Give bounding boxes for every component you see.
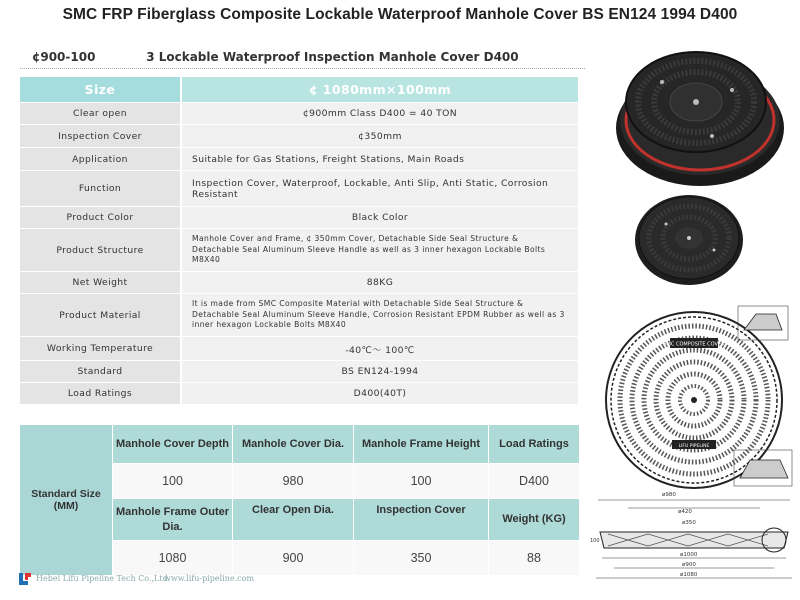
spec-label: Product Color — [20, 207, 181, 229]
dim-980: ø980 — [662, 492, 676, 498]
subtitle — [32, 50, 592, 64]
drawing-badge-bottom-text: LIFU PIPELINE — [678, 444, 710, 449]
std-header: Manhole Frame Height — [354, 425, 489, 464]
spec-value: Suitable for Gas Stations, Freight Stations, Main Roads — [181, 148, 578, 171]
std-size-label: Standard Size (MM) — [20, 425, 113, 576]
spec-value: BS EN124-1994 — [181, 361, 578, 383]
std-header: Load Ratings — [489, 425, 580, 464]
spec-value: D400(40T) — [181, 383, 578, 405]
spec-label: Function — [20, 171, 181, 207]
subtitle-name: 3 Lockable Waterproof Inspection Manhole Cover D400 — [146, 50, 519, 64]
drawing-badge-top-text: SMC COMPOSITE COVER — [663, 341, 725, 348]
spec-table — [20, 77, 578, 405]
spec-header-row — [20, 77, 578, 103]
spec-row — [20, 148, 578, 171]
spec-value: Manhole Cover and Frame, ¢ 350mm Cover, Detachable Side Seal Structure & Detachable Seal Aluminum Sleeve Handle as well as 3 inner hexagon Lockable Bolts M8X40 — [181, 229, 578, 272]
std-header-row — [20, 425, 580, 464]
std-value: 350 — [354, 541, 489, 576]
spec-row — [20, 171, 578, 207]
spec-row — [20, 229, 578, 272]
spec-label: Net Weight — [20, 272, 181, 294]
product-photo-cover-with-frame — [612, 40, 787, 190]
technical-drawing — [588, 300, 800, 600]
spec-label: Product Material — [20, 294, 181, 337]
spec-label: Product Structure — [20, 229, 181, 272]
footer-website[interactable]: www.lifu-pipeline.com — [164, 574, 255, 583]
spec-value: -40℃～ 100℃ — [181, 337, 578, 361]
spec-row — [20, 361, 578, 383]
standard-size-table — [19, 424, 580, 576]
spec-value: 88KG — [181, 272, 578, 294]
dotted-divider — [20, 68, 585, 69]
dim-350: ø350 — [682, 520, 696, 526]
dim-100: 100 — [590, 538, 600, 544]
std-value: 900 — [233, 541, 354, 576]
spec-value: Inspection Cover, Waterproof, Lockable, Anti Slip, Anti Static, Corrosion Resistant — [181, 171, 578, 207]
spec-row — [20, 294, 578, 337]
spec-label: Inspection Cover — [20, 125, 181, 148]
dim-900: ø900 — [682, 562, 696, 568]
spec-row — [20, 272, 578, 294]
spec-row — [20, 383, 578, 405]
dim-420: ø420 — [678, 509, 692, 515]
spec-value: It is made from SMC Composite Material with Detachable Side Seal Structure & Detachable Seal Aluminum Sleeve Handle, Corrosion Resistant EPDM Rubber as well as 3 inner hexagon Lockable Bolts M8X40 — [181, 294, 578, 337]
spec-row — [20, 103, 578, 125]
spec-value: ¢900mm Class D400 = 40 TON — [181, 103, 578, 125]
product-photo-cover-top — [632, 192, 747, 287]
page-title: SMC FRP Fiberglass Composite Lockable Waterproof Manhole Cover BS EN124 1994 D400 — [62, 6, 738, 23]
footer — [18, 572, 588, 588]
std-header: Manhole Frame Outer Dia. — [113, 499, 233, 541]
subtitle-range: ¢900-100 — [32, 50, 96, 64]
std-header: Weight (KG) — [489, 499, 580, 541]
std-header: Inspection Cover — [354, 499, 489, 541]
spec-row — [20, 125, 578, 148]
spec-header-label: Size — [20, 77, 181, 103]
company-logo-icon — [18, 572, 32, 586]
spec-label: Application — [20, 148, 181, 171]
spec-label: Standard — [20, 361, 181, 383]
spec-row — [20, 337, 578, 361]
dim-1080: ø1080 — [680, 572, 698, 578]
spec-value: ¢350mm — [181, 125, 578, 148]
footer-company: Hebei Lifu Pipeline Tech Co.,Ltd — [36, 574, 168, 583]
std-header: Manhole Cover Depth — [113, 425, 233, 464]
spec-value: Black Color — [181, 207, 578, 229]
std-header: Manhole Cover Dia. — [233, 425, 354, 464]
std-header: Clear Open Dia. — [233, 499, 354, 541]
spec-row — [20, 207, 578, 229]
std-value: 88 — [489, 541, 580, 576]
spec-label: Clear open — [20, 103, 181, 125]
std-value: 100 — [354, 464, 489, 499]
std-value: D400 — [489, 464, 580, 499]
std-value: 980 — [233, 464, 354, 499]
spec-label: Working Temperature — [20, 337, 181, 361]
spec-label: Load Ratings — [20, 383, 181, 405]
std-value: 1080 — [113, 541, 233, 576]
std-value: 100 — [113, 464, 233, 499]
spec-header-value: ¢ 1080mm×100mm — [181, 77, 578, 103]
dim-1000: ø1000 — [680, 552, 698, 558]
